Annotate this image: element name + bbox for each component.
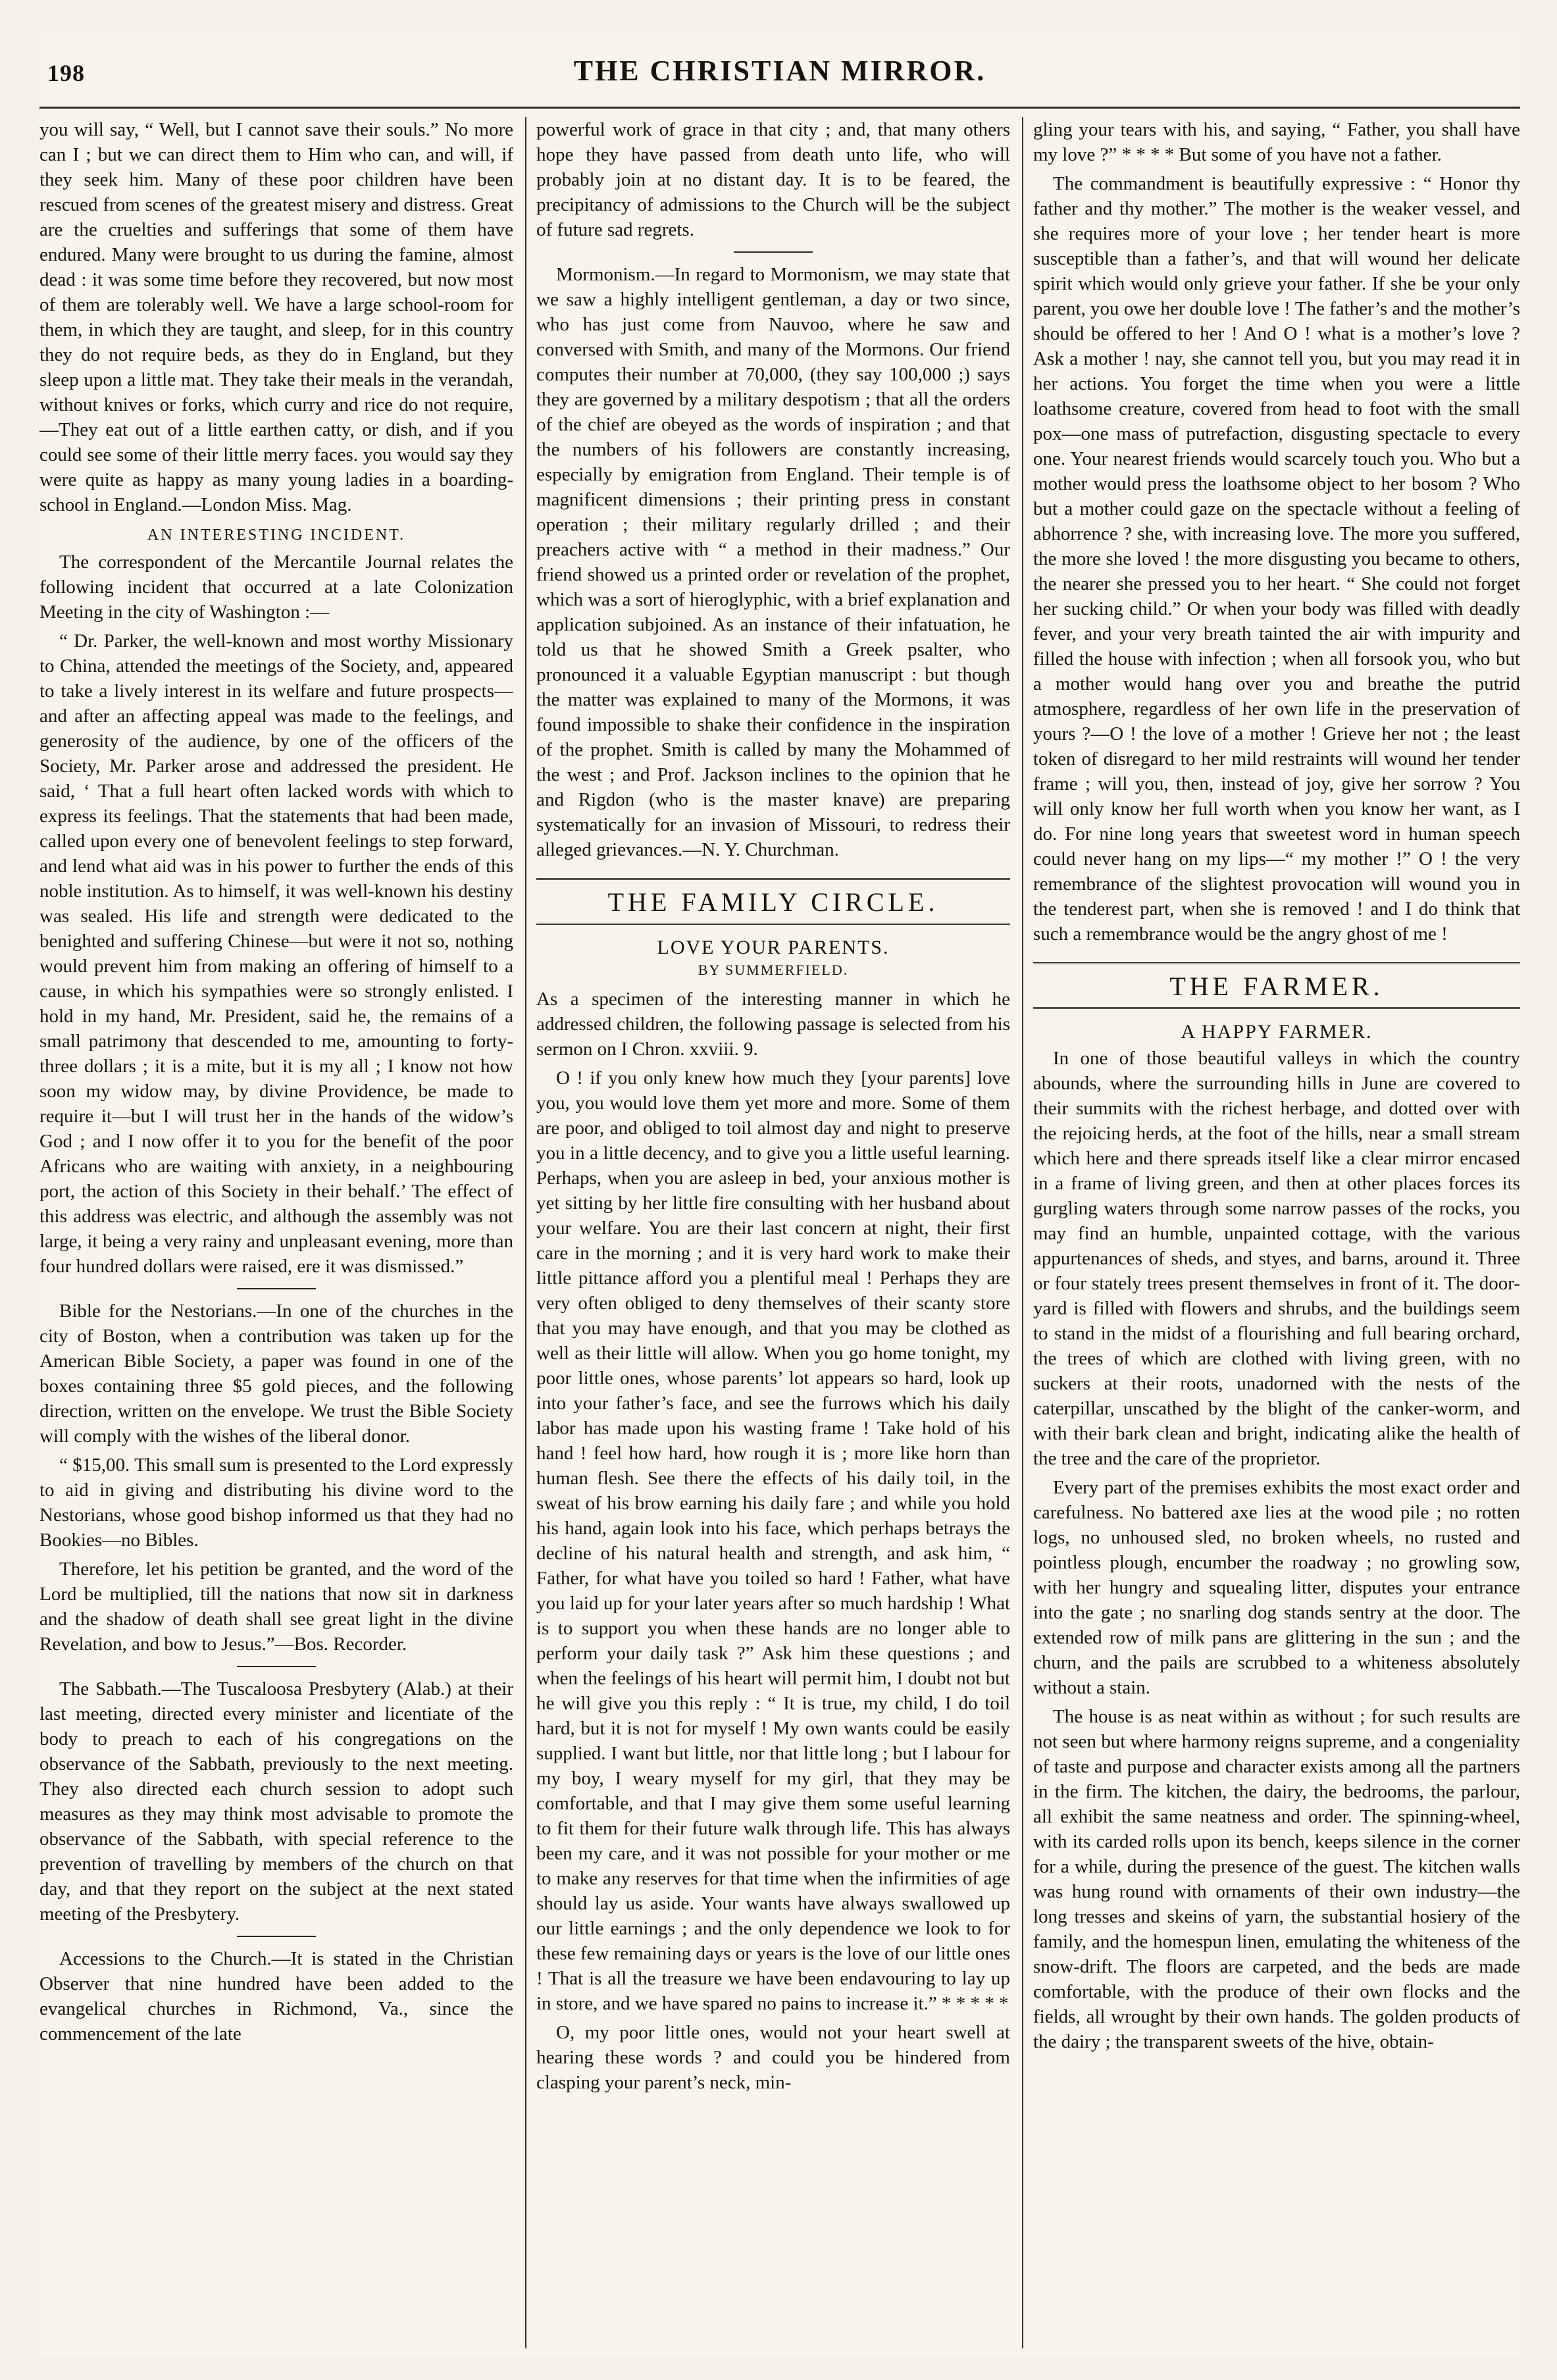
column-3 (1033, 117, 1520, 2348)
article-heading: AN INTERESTING INCIDENT. (147, 527, 406, 544)
article-title: LOVE YOUR PARENTS. (657, 937, 890, 958)
section-banner-farmer: THE FARMER. (1033, 962, 1520, 1009)
article-paragraph: O ! if you only knew how much they [your parents] love you, you would love them yet more and more. Some of them are poor, and obliged to toil almost day and night to preserve you in a little decency, and to give you a little useful learning. Perhaps, when you are asleep in bed, your anxious mother is yet sitting by her little fire consulting with her husband about your welfare. You are their last concern at night, their first care in the morning ; and it is very hard work to make their little pittance afford you a plentiful meal ! Perhaps they are very often obliged to deny themselves of their scanty store that you may have enough, and that you may be clothed as well as their little will allow. When you go home tonight, my poor little ones, whose parents’ lot appears so hard, look up into your father’s face, and see the furrows which his daily labor has made upon his wasting frame ! Take hold of his hand ! feel how hard, how rough it is ; more like horn than human flesh. See there the effects of his daily toil, in the sweat of his brow earning his daily fare ; and while you hold his hand, again look into his face, which perhaps betrays the decline of his natural health and strength, and ask him, “ Father, for what have you toiled so hard ! Father, what have you laid up for your later years after so much hardship ! What is to support you when these hands are no longer able to perform your daily task ?” Ask him these questions ; and when the feelings of his heart will permit him, I doubt not but he will give you this reply : “ It is true, my child, I do toil hard, but it is not for myself ! My own wants could be easily supplied. I want but little, nor that little long ; but I labour for my boy, I weary myself for my girl, that they may be comfortable, and that I may give them some useful learning to fit them for their future walk through life. This has always been my care, and it was not possible for your mother or me to make any reserves for that time when the infirmities of age should lay us aside. Your wants have always swallowed up our little earnings ; and the only dependence we look to for these few remaining days or years is the love of our little ones ! That is all the treasure we have been endavouring to lay up in store, and we have spared no pains to increase it.” * * * * * (536, 1068, 1010, 2014)
section-divider (237, 1666, 316, 1667)
article-paragraph: Bible for the Nestorians.—In one of the churches in the city of Boston, when a contribution was taken up for the American Bible Society, a paper was found in one of the boxes containing three $5 gold pieces, and the following direction, written on the envelope. We trust the Bible Society will comply with the wishes of the liberal donor. (39, 1301, 513, 1447)
article-paragraph: The Sabbath.—The Tuscaloosa Presbytery (Alab.) at their last meeting, directed every minister and licentiate of the body to preach to each of his congregations on the observance of the Sabbath, previously to the next meeting. They also directed each church session to adopt such measures as they may think most advisable to promote the observance of the Sabbath, with special reference to the prevention of travelling by members of the church on that day, and that they report on the subject at the next stated meeting of the Presbytery. (39, 1678, 513, 1925)
header-rule (39, 107, 1520, 109)
column-1 (39, 117, 513, 2348)
article-paragraph: powerful work of grace in that city ; and, that many others hope they have passed from death unto life, who will probably join at no distant day. It is to be feared, the precipitancy of admissions to the Church will be the subject of future sad regrets. (536, 119, 1010, 240)
article-paragraph: gling your tears with his, and saying, “ Father, you shall have my love ?” * * * * But some of you have not a father. (1033, 119, 1520, 165)
article-title: A HAPPY FARMER. (1181, 1021, 1373, 1043)
article-paragraph: The correspondent of the Mercantile Journal relates the following incident that occurred at a late Colonization Meeting in the city of Washington :— (39, 552, 513, 623)
article-paragraph: Mormonism.—In regard to Mormonism, we may state that we saw a highly intelligent gentleman, a day or two since, who has just come from Nauvoo, where he saw and conversed with Smith, and many of the Mormons. Our friend computes their number at 70,000, (they say 100,000 ;) says they are governed by a military despotism ; that all the orders of the chief are obeyed as the words of inspiration ; and that the numbers of his followers are constantly increasing, especially by emigration from England. Their temple is of magnificent dimensions ; their printing press in constant operation ; their military regularly drilled ; and their preachers active with “ a method in their madness.” Our friend showed us a printed order or revelation of the prophet, which was a sort of hieroglyphic, with a brief explanation and application subjoined. As an instance of their infatuation, he told us that he showed Smith a Greek psalter, who pronounced it a valuable Egyptian manuscript : but though the matter was explained to many of the Mormons, it was found impossible to shake their confidence in the inspiration of the prophet. Smith is called by many the Mohammed of the west ; and Prof. Jackson inclines to the opinion that he and Rigdon (who is the master knave) are preparing systematically for an invasion of Missouri, to redress their alleged grievances.—N. Y. Churchman. (536, 264, 1010, 860)
masthead (39, 33, 1520, 92)
article-paragraph: Therefore, let his petition be granted, and the word of the Lord be multiplied, till the nations that now sit in darkness and the shadow of death shall see great light in the divine Revelation, and bow to Jesus.”—Bos. Recorder. (39, 1559, 513, 1655)
section-divider (734, 251, 813, 253)
column-divider (1022, 117, 1023, 2348)
article-paragraph: The house is as neat within as without ; for such results are not seen but where harmony reigns supreme, and a congeniality of taste and purpose and character exists among all the partners in the firm. The kitchen, the dairy, the bedrooms, the parlour, all exhibit the same neatness and order. The spinning-wheel, with its carded rolls upon its bench, keeps silence in the corner for a while, during the presence of the guest. The kitchen walls was hung round with ornaments of their own industry—the long tresses and skeins of yarn, the substantial hosiery of the family, and the homespun linen, emulating the whiteness of the snow-drift. The floors are carpeted, and the beds are made comfortable, with the produce of their own flocks and the fields, all wrought by their own hands. The golden products of the dairy ; the transparent sweets of the hive, obtain- (1033, 1706, 1520, 2052)
article-paragraph: you will say, “ Well, but I cannot save their souls.” No more can I ; but we can direct them to Him who can, and will, if they seek him. Many of these poor children have been rescued from scenes of the greatest misery and distress. Great are the cruelties and sufferings that some of them have endured. Many were brought to us during the famine, almost dead : it was some time before they recovered, but now most of them are tolerably well. We have a large school-room for them, in which they are taught, and sleep, for in this country they do not require beds, as they do in England, but they sleep upon a little mat. They take their meals in the verandah, without knives or forks, which curry and rice do not require,—They eat out of a little earthen catty, or dish, and if you could see some of their little merry faces. you would say they were quite as happy as many young ladies in a boarding-school in England.—London Miss. Mag. (39, 119, 513, 515)
article-paragraph: O, my poor little ones, would not your heart swell at hearing these words ? and could you be hindered from clasping your parent’s neck, min- (536, 2022, 1010, 2093)
article-paragraph: Every part of the premises exhibits the most exact order and carefulness. No battered axe lies at the wood pile ; no rotten logs, no unhoused sled, no broken wheels, no rusted and pointless plough, encumber the roadway ; no growling sow, with her hungry and squealing litter, disputes your entrance into the gate ; no snarling dog stands sentry at the door. The extended row of milk pans are glittering in the sun ; and the churn, and the pails are scrubbed to a whiteness absolutely without a stain. (1033, 1477, 1520, 1698)
article-paragraph: “ $15,00. This small sum is presented to the Lord expressly to aid in giving and distributing his divine word to the Nestorians, whose good bishop informed us that they had no Bookies—no Bibles. (39, 1455, 513, 1551)
column-divider (525, 117, 526, 2348)
section-banner-family-circle: THE FAMILY CIRCLE. (536, 878, 1010, 925)
page-number: 198 (47, 60, 85, 86)
article-paragraph: “ Dr. Parker, the well-known and most worthy Missionary to China, attended the meetings of the Society, and, appeared to take a lively interest in its welfare and future prospects—and after an affecting appeal was made to the feelings, and generosity of the audience, by one of the officers of the Society, Mr. Parker arose and addressed the president. He said, ‘ That a full heart often lacked words with which to express its feelings. That the statements that had been made, called upon every one of benevolent feelings to step forward, and lend what aid was in his power to further the ends of this noble institution. As to himself, it was well-known his destiny was sealed. His life and strength were dedicated to the benighted and suffering Chinese—but were it not so, nothing would prevent him from making an offering of himself to a cause, in which his sympathies were so strongly enlisted. I hold in my hand, Mr. President, said he, the remains of a small patrimony that descended to me, amounting to forty-three dollars ; it is a mite, but it is my all ; I know not how soon my widow may, by divine Providence, be made to require it—but I will trust her in the hands of the widow’s God ; and I now offer it to you for the benefit of the poor Africans who are waiting with anxiety, in a neighbouring port, the action of this Society in their behalf.’ The effect of this address was electric, and although the assembly was not large, it being a very rainy and unpleasant evening, more than four hundred dollars were raised, ere it was dismissed.” (39, 631, 513, 1277)
section-divider (237, 1936, 316, 1937)
section-divider (237, 1288, 316, 1289)
paper-title: THE CHRISTIAN MIRROR. (573, 55, 986, 87)
article-byline: BY SUMMERFIELD. (698, 962, 849, 978)
newspaper-page (39, 33, 1520, 2356)
column-2 (536, 117, 1010, 2348)
article-paragraph: As a specimen of the interesting manner in which he addressed children, the following passage is selected from his sermon on I Chron. xxviii. 9. (536, 989, 1010, 1060)
article-paragraph: The commandment is beautifully expressive : “ Honor thy father and thy mother.” The mother is the weaker vessel, and she requires more of your love ; her tender heart is more susceptible than a father’s, and that will wound her delicate spirit which would only grieve your father. If she be your only parent, you owe her double love ! The father’s and the mother’s should be offered to her ! And O ! what is a mother’s love ? Ask a mother ! nay, she cannot tell you, but you may read it in her actions. You forget the time when you were a little loathsome creature, covered from head to foot with the small pox—one mass of putrefaction, disgusting spectacle to every one. Your nearest friends would scarcely touch you. Who but a mother would press the loathsome object to her bosom ? Who but a mother could gaze on the spectacle without a feeling of abhorrence ? she, with increasing love. The more you suffered, the more she loved ! the more disgusting you became to others, the nearer she pressed you to her heart. “ She could not forget her sucking child.” Or when your body was filled with deadly fever, and your very breath tainted the air with impurity and filled the house with infection ; when all forsook you, who but a mother would hang over you and breathe the putrid atmosphere, regardless of her own life in the preservation of yours ?—O ! the love of a mother ! Grieve her not ; the least token of disregard to her mild restraints will wound her tender frame ; will you, then, instead of joy, give her sorrow ? You will only know her full worth when you know her want, as I do. For nine long years that sweetest word in human speech could never hang on my lips—“ my mother !” O ! the very remembrance of the slightest provocation will wound you in the tenderest part, when she is removed ! and I do think that such a remembrance would be the angry ghost of me ! (1033, 173, 1520, 944)
article-paragraph: In one of those beautiful valleys in which the country abounds, where the surrounding hills in June are covered to their summits with the richest herbage, and dotted over with the rejoicing herds, at the foot of the hills, near a small stream which here and there spreads itself like a clear mirror encased in a frame of living green, and then at other places forces its gurgling waters through some narrow passes of the rocks, you may find an humble, unpainted cottage, with the various appurtenances of sheds, and styes, and barns, around it. Three or four stately trees present themselves in front of it. The door-yard is filled with flowers and shrubs, and the buildings seem to stand in the midst of a flourishing and full bearing orchard, the trees of which are clothed with living green, with no suckers at their roots, unadorned with the nests of the caterpillar, unscathed by the blight of the canker-worm, and with their bark clean and bright, indicating alike the health of the tree and the care of the proprietor. (1033, 1048, 1520, 1469)
article-paragraph: Accessions to the Church.—It is stated in the Christian Observer that nine hundred have been added to the evangelical churches in Richmond, Va., since the commencement of the late (39, 1948, 513, 2044)
